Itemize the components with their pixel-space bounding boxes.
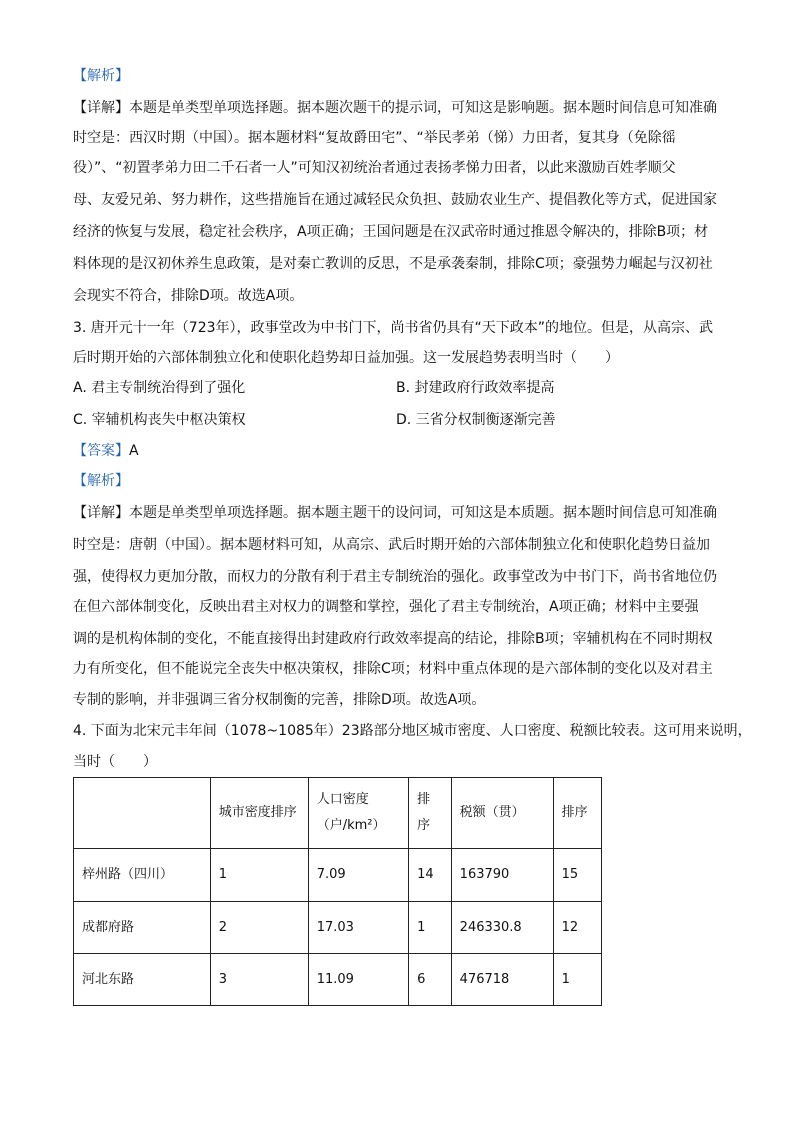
analysis-label: 【解析】 xyxy=(73,473,129,489)
table-header-cell: 税额（贯） xyxy=(451,778,553,849)
q3-stem-line: 后时期开始的六部体制独立化和使职化趋势却日益加强。这一发展趋势表明当时（ ） xyxy=(73,350,619,366)
table-header-cell: 排序 xyxy=(553,778,601,849)
table-cell: 成都府路 xyxy=(74,902,211,954)
table-cell: 1 xyxy=(210,849,308,902)
table-header-cell: 排序 xyxy=(409,778,452,849)
table-header-row xyxy=(74,778,602,849)
table-cell: 163790 xyxy=(451,849,553,902)
q3-option-a: A. 君主专制统治得到了强化 xyxy=(73,380,246,396)
table-cell: 246330.8 xyxy=(451,902,553,954)
table-cell: 河北东路 xyxy=(74,954,211,1006)
table-cell: 11.09 xyxy=(308,954,408,1006)
table-cell: 17.03 xyxy=(308,902,408,954)
q3-detail-line: 强，使得权力更加分散，而权力的分散有利于君主专制统治的强化。政事堂改为中书门下，尚书省地位仍 xyxy=(73,569,717,585)
answer-value: A xyxy=(129,443,139,459)
answer-line xyxy=(73,441,139,461)
table-row xyxy=(74,849,602,902)
answer-label: 【答案】 xyxy=(73,443,129,459)
q3-detail-line: 专制的影响，并非强调三省分权制衡的完善，排除D项。故选A项。 xyxy=(73,692,486,708)
q2-detail-line: 料体现的是汉初休养生息政策，是对秦亡教训的反思，不是承袭秦制，排除C项；豪强势力崛起与汉初社 xyxy=(73,256,713,272)
q3-detail-line: 【详解】本题是单类型单项选择题。据本题主题干的设问词，可知这是本质题。据本题时间信息可知准确 xyxy=(73,505,717,521)
table-row xyxy=(74,954,602,1006)
table-cell: 1 xyxy=(553,954,601,1006)
q3-detail-line: 调的是机构体制的变化，不能直接得出封建政府行政效率提高的结论，排除B项；宰辅机构在不同时期权 xyxy=(73,631,713,647)
table-header-cell: 城市密度排序 xyxy=(210,778,308,849)
q2-detail-line: 役）”、“初置孝弟力田二千石者一人”可知汉初统治者通过表扬孝悌力田者，以此来激励百姓孝顺父 xyxy=(73,160,676,176)
table-cell: 3 xyxy=(210,954,308,1006)
q3-stem-line: 3. 唐开元十一年（723年），政事堂改为中书门下，尚书省仍具有“天下政本”的地位。但是，从高宗、武 xyxy=(73,320,714,336)
q2-detail-line: 经济的恢复与发展，稳定社会秩序，A项正确；王国问题是在汉武帝时通过推恩令解决的，排除B项；材 xyxy=(73,224,709,240)
q3-detail-line: 力有所变化，但不能说完全丧失中枢决策权，排除C项；材料中重点体现的是六部体制的变化以及对君主 xyxy=(73,661,713,677)
q2-detail-line: 会现实不符合，排除D项。故选A项。 xyxy=(73,288,304,304)
q3-detail-line: 在但六部体制变化，反映出君主对权力的调整和掌控，强化了君主专制统治，A项正确；材料中主要强 xyxy=(73,599,699,615)
q3-option-b: B. 封建政府行政效率提高 xyxy=(396,380,555,396)
table-cell: 1 xyxy=(409,902,452,954)
table-cell: 梓州路（四川） xyxy=(74,849,211,902)
q3-option-d: D. 三省分权制衡逐渐完善 xyxy=(396,412,556,428)
table-cell: 6 xyxy=(409,954,452,1006)
q3-detail-line: 时空是：唐朝（中国）。据本题材料可知，从高宗、武后时期开始的六部体制独立化和使职化趋势日益加 xyxy=(73,537,710,553)
q2-detail-line: 母、友爱兄弟、努力耕作，这些措施旨在通过减轻民众负担、鼓励农业生产、提倡教化等方式，促进国家 xyxy=(73,192,717,208)
table-header-cell: 人口密度（户/km²） xyxy=(308,778,408,849)
q4-stem-line: 4. 下面为北宋元丰年间（1078~1085年）23路部分地区城市密度、人口密度、税额比较表。这可用来说明， xyxy=(73,723,752,739)
q3-option-c: C. 宰辅机构丧失中枢决策权 xyxy=(73,412,246,428)
table-cell: 12 xyxy=(553,902,601,954)
q4-stem-line: 当时（ ） xyxy=(73,754,157,770)
q2-detail-line: 时空是：西汉时期（中国）。据本题材料“复故爵田宅”、“举民孝弟（悌）力田者，复其身（免除徭 xyxy=(73,130,676,146)
table-cell: 7.09 xyxy=(308,849,408,902)
table-cell: 476718 xyxy=(451,954,553,1006)
table-cell: 14 xyxy=(409,849,452,902)
analysis-label: 【解析】 xyxy=(73,68,129,84)
table-cell: 15 xyxy=(553,849,601,902)
table-row xyxy=(74,902,602,954)
comparison-table xyxy=(73,777,602,1006)
table-cell: 2 xyxy=(210,902,308,954)
q2-detail-line: 【详解】本题是单类型单项选择题。据本题次题干的提示词，可知这是影响题。据本题时间信息可知准确 xyxy=(73,100,717,116)
table-header-cell xyxy=(74,778,211,849)
